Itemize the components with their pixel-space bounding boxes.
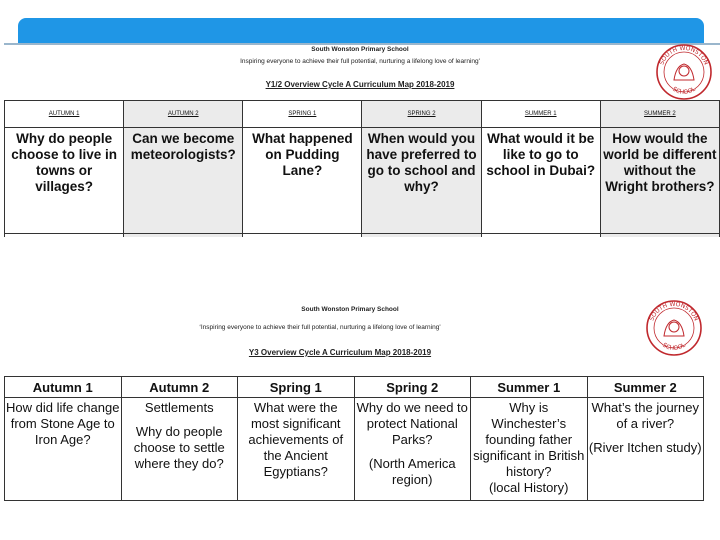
- map1-question-spring2: When would you have preferred to go to school and why?: [362, 128, 481, 234]
- map2-title: Y3 Overview Cycle A Curriculum Map 2018-2019: [248, 348, 432, 357]
- map1-term-summer1: SUMMER 1: [481, 101, 600, 128]
- map2-cell-autumn1: [5, 398, 122, 501]
- map2-question-spring1: What were the most significant achievements of the Ancient Egyptians?: [248, 400, 344, 479]
- map1-question-summer2: How would the world be different without the Wright brothers?: [600, 128, 719, 234]
- map2-note-summer1: (local History): [489, 480, 569, 495]
- map1-term-spring2: SPRING 2: [362, 101, 481, 128]
- map2-note-spring2: (North America region): [368, 456, 456, 487]
- map2-cell-spring2: [354, 398, 471, 501]
- map2-term-autumn2: Autumn 2: [121, 377, 238, 398]
- map1-term-spring1: SPRING 1: [243, 101, 362, 128]
- svg-text:SCHOOL: SCHOOL: [661, 341, 687, 353]
- map1-stub-cell: [600, 234, 719, 238]
- school-logo: [654, 42, 714, 102]
- map1-stub-cell: [5, 234, 124, 238]
- map1-school-name: South Wonston Primary School: [311, 46, 409, 53]
- map1-motto: Inspiring everyone to achieve their full potential, nurturing a lifelong love of learning': [240, 58, 480, 65]
- map2-cell-spring1: [238, 398, 355, 501]
- top-header-bar: [18, 18, 704, 44]
- map2-topic-autumn2: Settlements: [144, 400, 214, 415]
- header-divider: [4, 43, 720, 45]
- map1-stub-cell: [481, 234, 600, 238]
- map2-cell-summer1: [471, 398, 588, 501]
- map2-note-summer2: (River Itchen study): [588, 440, 702, 455]
- map1-title: Y1/2 Overview Cycle A Curriculum Map 2018-2019: [265, 80, 455, 89]
- map1-table: [4, 100, 720, 237]
- map2-question-summer1: Why is Winchester’s founding father significant in British history?: [473, 400, 585, 479]
- map1-question-summer1: What would it be like to go to school in Dubai?: [481, 128, 600, 234]
- map1-question-spring1: What happened on Pudding Lane?: [243, 128, 362, 234]
- map2-cell-summer2: [587, 398, 704, 501]
- school-logo: [644, 298, 704, 358]
- map2-school-name: South Wonston Primary School: [301, 306, 399, 313]
- map2-term-summer1: Summer 1: [471, 377, 588, 398]
- map1-question-autumn1: Why do people choose to live in towns or villages?: [5, 128, 124, 234]
- map2-question-autumn2: Why do people choose to settle where they do?: [133, 424, 225, 471]
- map2-term-spring2: Spring 2: [354, 377, 471, 398]
- map1-term-summer2: SUMMER 2: [600, 101, 719, 128]
- map2-motto: ‘Inspiring everyone to achieve their full potential, nurturing a lifelong love of learning': [199, 324, 441, 331]
- map1-stub-cell: [243, 234, 362, 238]
- map1-stub-cell: [362, 234, 481, 238]
- map2-table: [4, 376, 704, 501]
- map2-term-summer2: Summer 2: [587, 377, 704, 398]
- map1-stub-cell: [124, 234, 243, 238]
- map2-cell-autumn2: [121, 398, 238, 501]
- map2-question-summer2: What’s the journey of a river?: [591, 400, 699, 431]
- map1-question-autumn2: Can we become meteorologists?: [124, 128, 243, 234]
- svg-text:SOUTH WONSTON: SOUTH WONSTON: [658, 44, 710, 66]
- map2-term-autumn1: Autumn 1: [5, 377, 122, 398]
- svg-text:SCHOOL: SCHOOL: [671, 85, 697, 97]
- svg-text:SOUTH WONSTON: SOUTH WONSTON: [648, 300, 700, 322]
- map2-question-autumn1: How did life change from Stone Age to Iron Age?: [6, 400, 120, 447]
- map2-question-spring2: Why do we need to protect National Parks?: [356, 400, 468, 447]
- map1-term-autumn1: AUTUMN 1: [5, 101, 124, 128]
- map1-term-autumn2: AUTUMN 2: [124, 101, 243, 128]
- map2-term-spring1: Spring 1: [238, 377, 355, 398]
